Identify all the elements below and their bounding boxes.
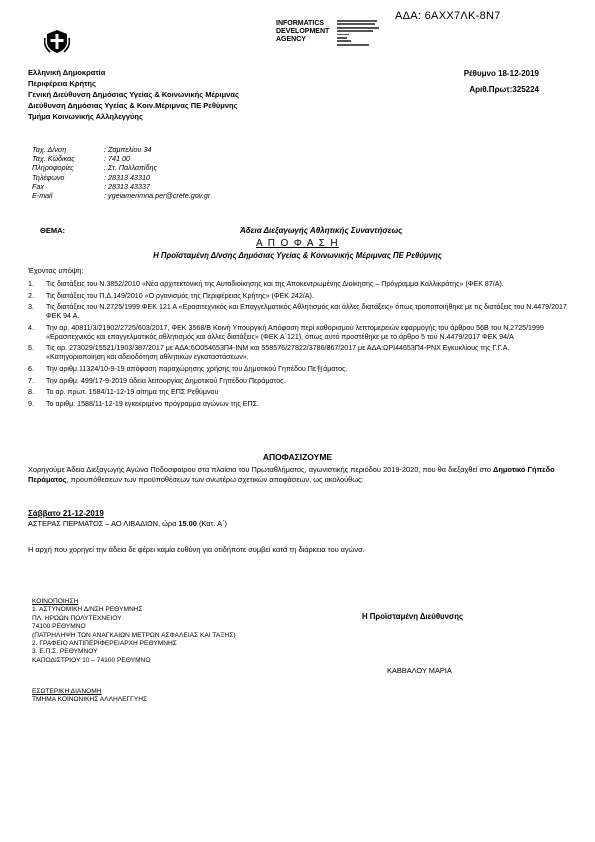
signature-name: ΚΑΒΒΑΛΟΥ ΜΑΡΙΑ: [387, 666, 452, 675]
list-item: 9. Το αριθμ. 1588/11-12-19 εγκεκριμένο πρόγραμμα αγώνων της ΕΠΣ.: [28, 399, 259, 408]
contact-details: Ταχ. Δ/νση : Ζαμπελίου 34 Ταχ. Κώδικας : 741 00 Πληροφορίες : Στ. Παλλαπίδης Τηλέφωνο : 28313 43310 Fax : 28313 43337 E-mail : ygeiamerimna.per@crete.gov.gr: [32, 145, 211, 201]
decision-title: Α Π Ο Φ Α Σ Η: [256, 238, 339, 249]
list-item: 7. Την αριθμ. 499/17-9-2019 άδεια λειτουργίας Δημοτικού Γηπέδου Περάματος.: [28, 376, 286, 385]
issuer-role-line: Η Προϊσταμένη Δ/νσης Δημόσιας Υγείας & Κοινωνικής Μέριμνας ΠΕ Ρεθύμνης: [153, 251, 442, 260]
considering-label: Έχοντας υπόψη:: [28, 266, 84, 275]
signature-title: Η Προϊσταμένη Διεύθυνσης: [362, 612, 464, 621]
ada-code: ΑΔΑ: 6ΑΧΧ7ΛΚ-8Ν7: [395, 10, 501, 22]
decision-paragraph: Χορηγούμε Άδεια Διεξαγωγής Αγώνα Ποδοσφαίρου στα πλαίσια του Πρωταθλήματος, αγωνιστικής περιόδου 2019-2020, που θα διεξαχθεί στο Δημοτικό Γήπεδο Περάματος, προυπόθεσεων των προϋποθέσεων των ανωτέρω σχετικών αποφάσεων, ως ακολούθως:: [28, 465, 555, 484]
list-item: 5. Τις αρ. 273029/15521/1903/387/2017 με ΑΔΑ:6Ο054653Π4-ΙΝΜ και 558576/27822/3786/867/2017 με ΑΔΑ:ΩΡΙ44653Π4-ΡΝΧ Εγκυκλίους της Γ.Γ.Α. «Κατηγοριοποίηση και αδειοδότηση αθλητικών εγκαταστάσεων».: [28, 344, 510, 362]
list-item: 4. Την αρ. 40811/3/21902/2725/603/2017, ΦΕΚ 3568/Β Κοινή Υπουργική Απόφαση περί καθορισμού λεπτομερειών εφαρμογής του άρθρου 56Β του Ν.2725/1999 «Ερασιτεχνικός και επαγγελματικός αθλητισμός και άλλες διατάξεις» (ΦΕΚ Α΄121), όπως αυτό προστέθηκε με το άρθρο 5 του Ν.4479/2017 ΦΕΚ 94/Α: [28, 323, 544, 341]
considerations-list: [28, 280, 568, 411]
subject-label: ΘΕΜΑ:: [40, 226, 65, 235]
notification-list: ΚΟΙΝΟΠΟΙΗΣΗ 1. ΑΣΤΥΝΟΜΙΚΗ Δ/ΝΣΗ ΡΕΘΥΜΝΗΣ ΠΛ. ΗΡΩΩΝ ΠΟΛΥΤΕΧΝΕΙΟΥ 74100 ΡΕΘΥΜΝΟ (ΠΑΤΡΗΛΗΨΗ ΤΩΝ ΑΝΑΓΚΑΙΩΝ ΜΕΤΡΩΝ ΑΣΦΑΛΕΙΑΣ ΚΑΙ ΤΑΞΗΣ) 2. ΓΡΑΦΕΙΟ ΑΝΤΙΠΕΡΙΦΕΡΕΙΑΡΧΗ ΡΕΘΥΜΝΗΣ 3. Ε.Π.Σ. ΡΕΘΥΜΝΟΥ ΚΑΠΟΔΙΣΤΡΙΟΥ 10 – 74100 ΡΕΘΥΜΝΟ: [32, 598, 236, 664]
liability-note: Η αρχή που χορηγεί την άδεια δε φέρει καμία ευθύνη για οτιδήποτε συμβεί κατά τη διάρκεια του αγώνα.: [28, 545, 365, 554]
list-item: 6. Την αριθμ.11324/10-9-19 απόφαση παραχώρησης χρήσης του Δημοτικού Γηπέδου Πε有άματος.: [28, 364, 348, 373]
match-details: ΑΣΤΕΡΑΣ ΠΕΡΜΑΤΟΣ – ΑΟ ΛΙΒΑΔΙΩΝ, ώρα 15.00 (Κατ. Α΄): [28, 519, 227, 528]
issuer-header: Ελληνική Δημοκρατία Περιφέρεια Κρήτης Γενική Διεύθυνση Δημόσιας Υγείας & Κοινωνικής Μέριμνας Διεύθυνση Δημόσιας Υγείας & Κοιν.Μέριμνας ΠΕ Ρεθύμνης Τμήμα Κοινωνικής Αλληλεγγύης: [28, 68, 239, 121]
list-item: 2. Τις διατάξεις του Π.Δ.149/2010 «Ο ργανισμός της Περιφέρειας Κρήτης» (ΦΕΚ 242/Α).: [28, 291, 314, 300]
informatics-fine-print: [337, 20, 379, 47]
list-item: 3. Τις διατάξεις του Ν.2725/1999 ΦΕΚ 121 Α «Ερασιτεχνικός και Επαγγελματικός Αθλητισμός και άλλες διατάξεις» όπως τροποποιήθηκε με τις διατάξεις του Ν.4479/2017 ΦΕΚ 94 Α.: [28, 303, 567, 321]
informatics-logo: INFORMATICS DEVELOPMENT AGENCY: [276, 20, 330, 43]
internal-distribution: ΕΣΩΤΕΡΙΚΗ ΔΙΑΝΟΜΗ ΤΜΗΜΑ ΚΟΙΝΩΝΙΚΗΣ ΑΛΛΗΛΕΓΓΥΗΣ: [32, 688, 148, 704]
subject-value: Άδεια Διεξαγωγής Αθλητικής Συναντήσεως: [240, 226, 403, 235]
match-date: Σάββατο 21-12-2019: [28, 509, 104, 518]
date-protocol: Ρέθυμνο 18-12-2019 Αριθ.Πρωτ:325224: [463, 69, 539, 94]
list-item: 1. Τις διατάξεις του Ν.3852/2010 «Νέα αρχιτεκτονική της Αυτοδιοίκησης και της Αποκεντρωμένης Διοίκησης – Πρόγραμμα Καλλικράτης» (ΦΕΚ 87/Α).: [28, 280, 504, 288]
we-decide-heading: ΑΠΟΦΑΣΙΖΟΥΜΕ: [262, 452, 333, 462]
list-item: 8. Το αρ. πρωτ. 1584/11-12-19 αίτημα της ΕΠΣ Ρεθύμνου: [28, 388, 219, 397]
greek-emblem-icon: [44, 28, 70, 54]
